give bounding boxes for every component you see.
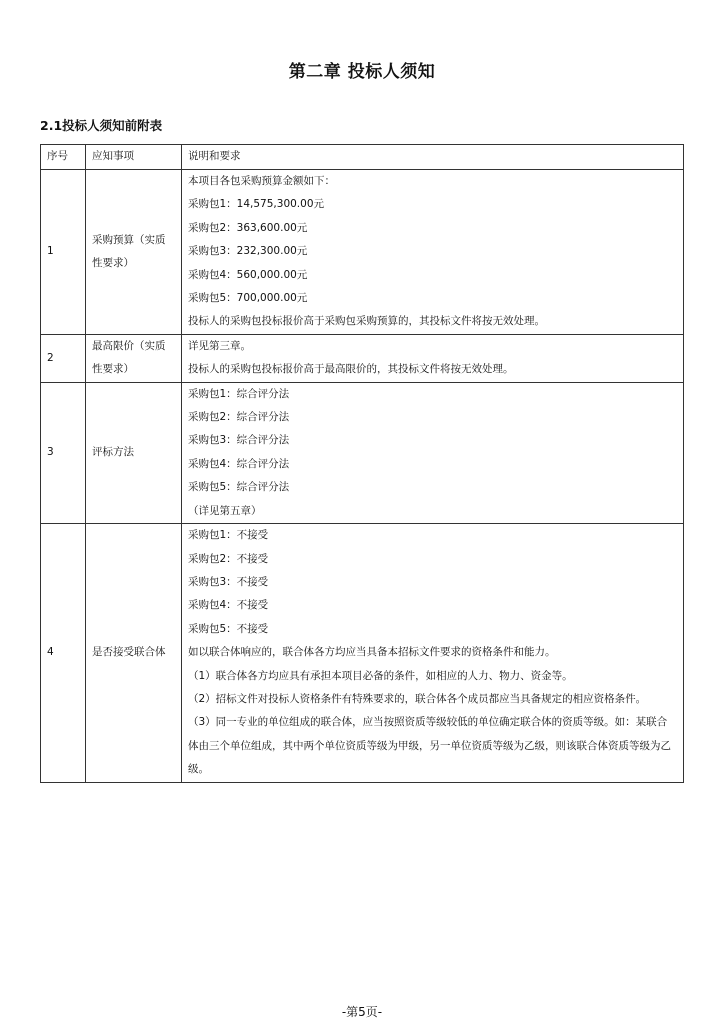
table-header-row xyxy=(41,145,684,170)
desc-line: 如以联合体响应的，联合体各方均应当具备本招标文件要求的资格条件和能力。 xyxy=(188,646,556,659)
table-row xyxy=(41,170,684,335)
desc-line: 投标人的采购包投标报价高于采购包采购预算的，其投标文件将按无效处理。 xyxy=(188,315,545,328)
row-item: 采购预算（实质性要求） xyxy=(86,170,182,335)
desc-line: （3）同一专业的单位组成的联合体，应当按照资质等级较低的单位确定联合体的资质等级。如：某联合体由三个单位组成，其中两个单位资质等级为甲级，另一单位资质等级为乙级，则该联合体资质等级为乙级。 xyxy=(188,716,671,776)
desc-line: 采购包3：不接受 xyxy=(188,575,269,588)
desc-line: 采购包1：综合评分法 xyxy=(188,387,290,400)
desc-line: 采购包1：14,575,300.00元 xyxy=(188,198,324,211)
desc-line: 采购包5：700,000.00元 xyxy=(188,292,308,305)
desc-line: （1）联合体各方均应具有承担本项目必备的条件，如相应的人力、物力、资金等。 xyxy=(188,669,573,682)
row-description xyxy=(182,382,684,523)
row-number: 2 xyxy=(41,334,86,382)
desc-line: 采购包3：综合评分法 xyxy=(188,434,290,447)
desc-line: 采购包5：不接受 xyxy=(188,622,269,635)
page-number: -第5页- xyxy=(341,1005,383,1019)
row-number: 4 xyxy=(41,524,86,782)
row-item: 评标方法 xyxy=(86,382,182,523)
row-description xyxy=(182,170,684,335)
desc-line: 采购包4：不接受 xyxy=(188,599,269,612)
row-item: 最高限价（实质性要求） xyxy=(86,334,182,382)
desc-line: （详见第五章） xyxy=(188,504,262,517)
table-row xyxy=(41,334,684,382)
desc-line: 详见第三章。 xyxy=(188,339,251,352)
desc-line: 采购包2：不接受 xyxy=(188,552,269,565)
desc-line: 采购包5：综合评分法 xyxy=(188,481,290,494)
table-row xyxy=(41,524,684,782)
row-number: 1 xyxy=(41,170,86,335)
desc-line: 采购包4：综合评分法 xyxy=(188,457,290,470)
table-row xyxy=(41,382,684,523)
desc-line: 采购包2：363,600.00元 xyxy=(188,221,308,234)
desc-line: 本项目各包采购预算金额如下： xyxy=(188,175,335,187)
desc-line: 采购包2：综合评分法 xyxy=(188,411,290,424)
row-description xyxy=(182,524,684,782)
requirements-table xyxy=(40,144,684,783)
header-no: 序号 xyxy=(41,145,86,170)
row-item: 是否接受联合体 xyxy=(86,524,182,782)
desc-line: 采购包4：560,000.00元 xyxy=(188,268,308,281)
header-item: 应知事项 xyxy=(86,145,182,170)
section-title: 2.1投标人须知前附表 xyxy=(40,118,163,133)
desc-line: 采购包3：232,300.00元 xyxy=(188,245,308,258)
header-desc: 说明和要求 xyxy=(182,145,684,170)
chapter-title: 第二章 投标人须知 xyxy=(288,62,436,82)
desc-line: 采购包1：不接受 xyxy=(188,529,269,542)
row-description xyxy=(182,334,684,382)
desc-line: 投标人的采购包投标报价高于最高限价的，其投标文件将按无效处理。 xyxy=(188,363,514,376)
row-number: 3 xyxy=(41,382,86,523)
desc-line: （2）招标文件对投标人资格条件有特殊要求的，联合体各个成员都应当具备规定的相应资格条件。 xyxy=(188,692,647,705)
